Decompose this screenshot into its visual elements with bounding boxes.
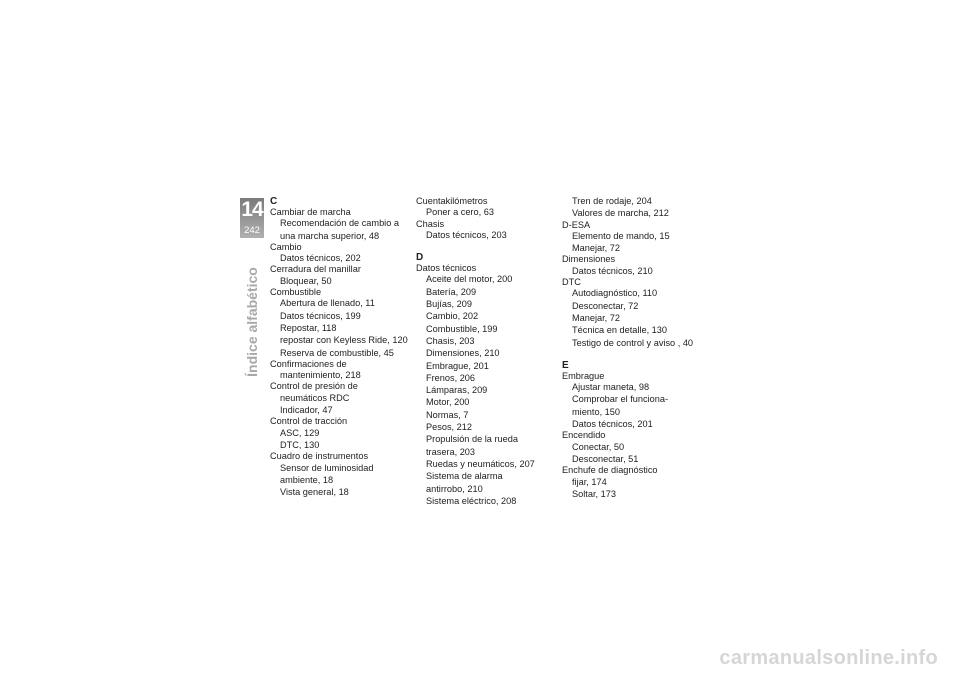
section-gap — [416, 241, 558, 252]
index-subentry: Repostar, 118 — [280, 322, 337, 333]
index-subentry: Manejar, 72 — [572, 243, 621, 254]
index-entry: Combustible — [270, 287, 322, 298]
index-entry: Enchufe de diagnóstico — [562, 465, 658, 476]
index-column-3 — [562, 196, 704, 500]
index-subentry: Sistema eléctrico, 208 — [426, 495, 517, 506]
index-subentry: Dimensiones, 210 — [426, 348, 500, 359]
index-subentry: Normas, 7 — [426, 409, 469, 420]
index-column-2 — [416, 196, 558, 507]
index-entry: Dimensiones — [562, 254, 616, 265]
index-subentry: mantenimiento, 218 — [280, 370, 361, 381]
index-subentry: Sistema de alarma — [426, 471, 503, 482]
index-subentry: Batería, 209 — [426, 286, 477, 297]
index-entry: Cambio — [270, 241, 302, 252]
index-entry: D-ESA — [562, 219, 591, 230]
index-subentry: Cambio, 202 — [426, 311, 479, 322]
index-subentry: Sensor de luminosidad — [280, 462, 374, 473]
index-entry: Control de presión de — [270, 381, 358, 392]
index-subentry: DTC, 130 — [280, 439, 320, 450]
index-column-1 — [270, 196, 412, 498]
index-subentry: Bloquear, 50 — [280, 275, 332, 286]
index-subentry: Ruedas y neumáticos, 207 — [426, 458, 535, 469]
index-subentry: Comprobar el funciona- — [572, 394, 669, 405]
index-subentry: Bujías, 209 — [426, 299, 472, 310]
index-subentry: Combustible, 199 — [426, 323, 498, 334]
page-number: 242 — [244, 225, 260, 236]
index-subentry: Abertura de llenado, 11 — [280, 298, 375, 309]
watermark: carmanualsonline.info — [719, 647, 938, 669]
index-subentry: Datos técnicos, 199 — [280, 310, 361, 321]
index-subentry: antirrobo, 210 — [426, 483, 483, 494]
index-entry: Chasis — [416, 218, 445, 229]
index-entry: Cuentakilómetros — [416, 196, 488, 206]
index-entry: DTC — [562, 277, 581, 288]
index-subentry: Lámparas, 209 — [426, 385, 488, 396]
index-subentry: Soltar, 173 — [572, 488, 616, 499]
index-subentry: Embrague, 201 — [426, 360, 489, 371]
index-subentry: trasera, 203 — [426, 446, 476, 457]
section-letter: C — [270, 196, 278, 207]
index-entry: Encendido — [562, 430, 606, 441]
index-subentry: Testigo de control y aviso , 40 — [572, 337, 694, 348]
index-subentry: Reserva de combustible, 45 — [280, 347, 394, 358]
index-subentry: Vista general, 18 — [280, 487, 349, 498]
index-subentry: Frenos, 206 — [426, 372, 476, 383]
chapter-number: 14 — [241, 198, 263, 221]
index-subentry: Motor, 200 — [426, 397, 470, 408]
index-subentry: Chasis, 203 — [426, 335, 475, 346]
index-subentry: Tren de rodaje, 204 — [572, 196, 652, 206]
section-letter: D — [416, 252, 424, 264]
index-subentry: ambiente, 18 — [280, 474, 334, 485]
chapter-tab — [240, 198, 264, 238]
index-entry: Cuadro de instrumentos — [270, 451, 369, 462]
index-subentry: Propulsión de la rueda — [426, 434, 518, 445]
index-subentry: Desconectar, 51 — [572, 453, 639, 464]
index-subentry: Pesos, 212 — [426, 422, 472, 433]
index-entry: Cerradura del manillar — [270, 264, 361, 275]
chapter-title: Índice alfabético — [244, 267, 260, 377]
index-subentry: Datos técnicos, 201 — [572, 419, 653, 430]
index-subentry: Desconectar, 72 — [572, 300, 639, 311]
index-subentry: una marcha superior, 48 — [280, 230, 380, 241]
index-subentry: Elemento de mando, 15 — [572, 230, 670, 241]
index-subentry: Aceite del motor, 200 — [426, 274, 513, 285]
index-subentry: Poner a cero, 63 — [426, 207, 494, 218]
index-subentry: Conectar, 50 — [572, 441, 625, 452]
section-letter: E — [562, 359, 569, 371]
index-subentry: Recomendación de cambio a — [280, 218, 399, 229]
index-subentry: miento, 150 — [572, 406, 621, 417]
index-subentry: Manejar, 72 — [572, 312, 621, 323]
index-subentry: fijar, 174 — [572, 476, 607, 487]
index-subentry: Técnica en detalle, 130 — [572, 325, 668, 336]
index-entry: Control de tracción — [270, 416, 348, 427]
index-entry: Embrague — [562, 370, 605, 381]
index-entry: Confirmaciones de — [270, 358, 347, 369]
index-entry: Cambiar de marcha — [270, 207, 351, 217]
index-subentry: repostar con Keyless Ride, 120 — [280, 335, 408, 346]
index-subentry: Indicador, 47 — [280, 405, 333, 416]
section-gap — [562, 349, 704, 360]
index-subentry: Ajustar maneta, 98 — [572, 382, 650, 393]
index-subentry: Datos técnicos, 203 — [426, 229, 507, 240]
index-entry: Datos técnicos — [416, 263, 477, 274]
index-subentry: neumáticos RDC — [280, 392, 350, 403]
index-subentry: Valores de marcha, 212 — [572, 208, 669, 219]
index-subentry: Datos técnicos, 202 — [280, 253, 361, 264]
index-subentry: Autodiagnóstico, 110 — [572, 288, 658, 299]
index-subentry: Datos técnicos, 210 — [572, 265, 653, 276]
index-subentry: ASC, 129 — [280, 427, 320, 438]
